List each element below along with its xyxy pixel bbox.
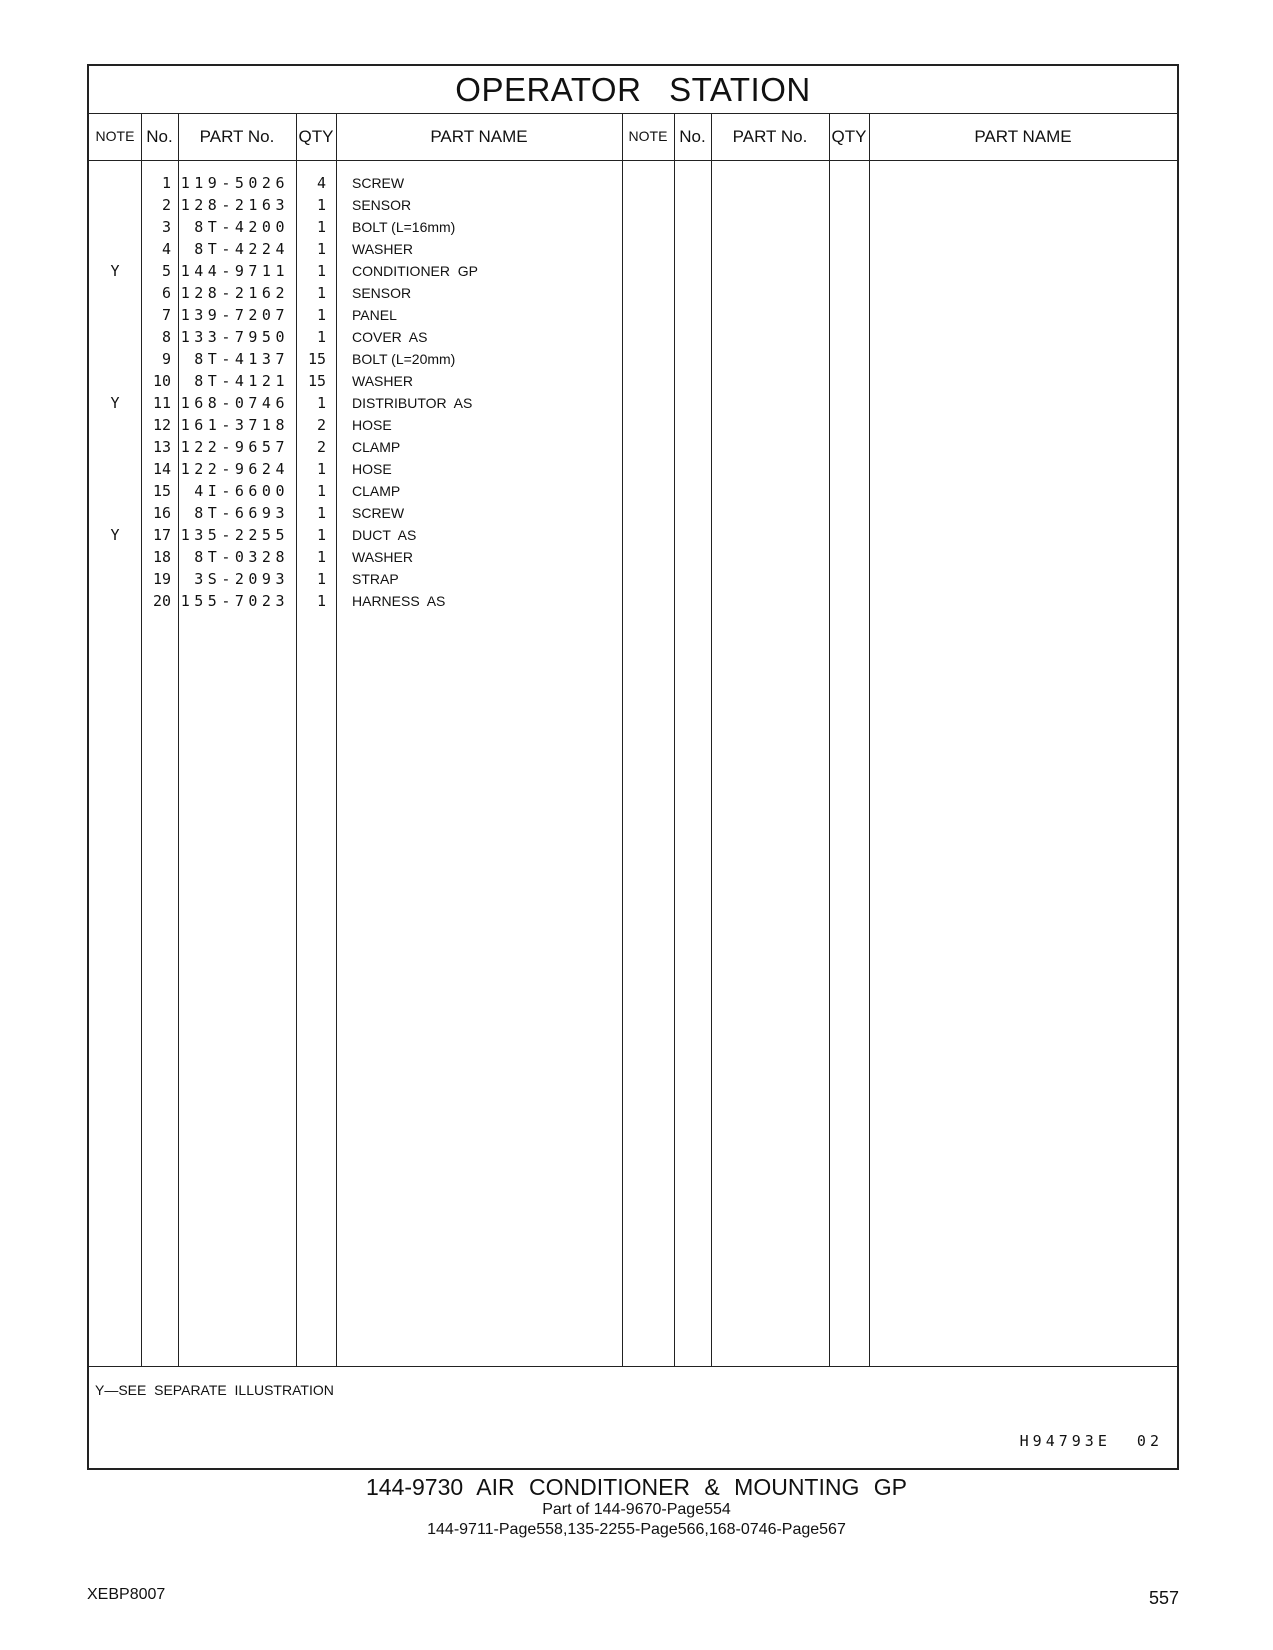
page-references: 144-9711-Page558,135-2255-Page566,168-0746-Page567	[427, 1521, 846, 1538]
part-number-cell: 8T-4121	[194, 372, 289, 390]
item-number-cell: 13	[152, 438, 171, 456]
note-cell	[89, 458, 141, 481]
table-row	[89, 436, 649, 459]
table-row	[89, 392, 649, 415]
part-name-cell: WASHER	[352, 549, 413, 565]
header-qty-right: QTY	[831, 127, 867, 146]
quantity-cell: 1	[316, 196, 326, 214]
parts-table-body	[89, 162, 1177, 1366]
part-name-cell: STRAP	[352, 571, 399, 587]
quantity-cell: 1	[316, 504, 326, 522]
parts-list-sheet	[87, 64, 1179, 1470]
item-number-cell: 19	[152, 570, 171, 588]
table-row	[89, 348, 649, 371]
item-number-cell: 14	[152, 460, 171, 478]
part-number-cell: 168-0746	[180, 394, 289, 412]
item-number-cell: 1	[161, 174, 171, 192]
header-qty-left: QTY	[298, 127, 334, 146]
part-name-cell: PANEL	[352, 307, 397, 323]
table-row	[89, 502, 649, 525]
part-name-cell: SCREW	[352, 175, 405, 191]
drawing-code: H94793E 02	[1019, 1432, 1163, 1450]
table-row	[89, 546, 649, 569]
table-row	[89, 326, 649, 349]
part-number-cell: 139-7207	[180, 306, 289, 324]
table-row	[89, 568, 649, 591]
table-row	[89, 590, 649, 613]
item-number-cell: 7	[161, 306, 171, 324]
part-number-cell: 8T-4224	[194, 240, 289, 258]
table-row	[89, 370, 649, 393]
legend-note: Y—SEE SEPARATE ILLUSTRATION	[95, 1382, 334, 1398]
quantity-cell: 1	[316, 394, 326, 412]
quantity-cell: 15	[307, 372, 326, 390]
header-part-no-left: PART No.	[199, 127, 275, 146]
part-name-cell: BOLT (L=20mm)	[352, 351, 456, 367]
part-name-cell: BOLT (L=16mm)	[352, 219, 456, 235]
quantity-cell: 2	[316, 438, 326, 456]
sheet-title: OPERATOR STATION	[89, 66, 1177, 114]
table-row	[89, 458, 649, 481]
note-cell	[89, 194, 141, 217]
group-title: 144-9730 AIR CONDITIONER & MOUNTING GP	[365, 1474, 907, 1500]
quantity-cell: 1	[316, 262, 326, 280]
note-cell	[89, 546, 141, 569]
part-number-cell: 122-9657	[180, 438, 289, 456]
table-row	[89, 216, 649, 239]
table-row	[89, 260, 649, 283]
quantity-cell: 1	[316, 482, 326, 500]
part-name-cell: DUCT AS	[352, 527, 417, 543]
part-name-cell: CONDITIONER GP	[352, 263, 479, 279]
part-number-cell: 3S-2093	[194, 570, 289, 588]
header-note-right: NOTE	[628, 128, 668, 144]
quantity-cell: 1	[316, 570, 326, 588]
note-cell	[89, 282, 141, 305]
item-number-cell: 10	[152, 372, 171, 390]
item-number-cell: 12	[152, 416, 171, 434]
note-cell	[89, 172, 141, 195]
table-row	[89, 304, 649, 327]
header-part-name-left: PART NAME	[430, 127, 528, 146]
note-cell	[89, 502, 141, 525]
part-number-cell: 8T-4137	[194, 350, 289, 368]
note-cell	[89, 238, 141, 261]
header-part-name-right: PART NAME	[974, 127, 1072, 146]
part-number-cell: 133-7950	[180, 328, 289, 346]
note-cell	[89, 304, 141, 327]
note-cell	[89, 436, 141, 459]
part-number-cell: 119-5026	[180, 174, 289, 192]
table-row	[89, 238, 649, 261]
part-name-cell: COVER AS	[352, 329, 428, 345]
quantity-cell: 1	[316, 218, 326, 236]
note-cell	[89, 370, 141, 393]
item-number-cell: 20	[152, 592, 171, 610]
quantity-cell: 1	[316, 240, 326, 258]
note-cell	[89, 414, 141, 437]
table-row	[89, 282, 649, 305]
item-number-cell: 15	[152, 482, 171, 500]
note-cell	[89, 590, 141, 613]
part-name-cell: WASHER	[352, 373, 413, 389]
quantity-cell: 4	[316, 174, 326, 192]
item-number-cell: 17	[152, 526, 171, 544]
header-part-no-right: PART No.	[732, 127, 808, 146]
item-number-cell: 8	[161, 328, 171, 346]
part-number-cell: 8T-0328	[194, 548, 289, 566]
table-row	[89, 524, 649, 547]
note-cell	[89, 216, 141, 239]
part-name-cell: HOSE	[352, 417, 392, 433]
item-number-cell: 16	[152, 504, 171, 522]
quantity-cell: 1	[316, 306, 326, 324]
note-cell: Y	[110, 262, 120, 280]
part-name-cell: HARNESS AS	[352, 593, 446, 609]
part-name-cell: SENSOR	[352, 285, 412, 301]
document-id: XEBP8007	[87, 1586, 166, 1603]
table-row	[89, 414, 649, 437]
item-number-cell: 11	[152, 394, 171, 412]
part-name-cell: SENSOR	[352, 197, 412, 213]
quantity-cell: 1	[316, 460, 326, 478]
note-cell: Y	[110, 526, 120, 544]
part-number-cell: 135-2255	[180, 526, 289, 544]
part-name-cell: SCREW	[352, 505, 405, 521]
note-cell: Y	[110, 394, 120, 412]
note-cell	[89, 326, 141, 349]
page-number: 557	[1148, 1588, 1179, 1608]
item-number-cell: 2	[161, 196, 171, 214]
quantity-cell: 15	[307, 350, 326, 368]
part-number-cell: 144-9711	[180, 262, 289, 280]
note-cell	[89, 568, 141, 591]
part-name-cell: CLAMP	[352, 483, 401, 499]
part-number-cell: 122-9624	[180, 460, 289, 478]
header-no-right: No.	[679, 127, 706, 146]
part-number-cell: 128-2163	[180, 196, 289, 214]
table-header	[89, 113, 1177, 161]
part-name-cell: CLAMP	[352, 439, 401, 455]
item-number-cell: 5	[161, 262, 171, 280]
table-row	[89, 480, 649, 503]
note-cell	[89, 348, 141, 371]
quantity-cell: 1	[316, 592, 326, 610]
item-number-cell: 3	[161, 218, 171, 236]
part-number-cell: 155-7023	[180, 592, 289, 610]
quantity-cell: 1	[316, 328, 326, 346]
quantity-cell: 1	[316, 526, 326, 544]
part-name-cell: WASHER	[352, 241, 413, 257]
header-no-left: No.	[146, 127, 173, 146]
item-number-cell: 9	[161, 350, 171, 368]
item-number-cell: 18	[152, 548, 171, 566]
note-cell	[89, 480, 141, 503]
part-of-reference: Part of 144-9670-Page554	[542, 1501, 731, 1518]
item-number-cell: 6	[161, 284, 171, 302]
part-name-cell: DISTRIBUTOR AS	[352, 395, 473, 411]
quantity-cell: 1	[316, 284, 326, 302]
part-number-cell: 8T-6693	[194, 504, 289, 522]
footer-divider	[89, 1366, 1177, 1367]
quantity-cell: 1	[316, 548, 326, 566]
quantity-cell: 2	[316, 416, 326, 434]
part-number-cell: 161-3718	[180, 416, 289, 434]
part-number-cell: 4I-6600	[194, 482, 289, 500]
table-row	[89, 194, 649, 217]
part-number-cell: 128-2162	[180, 284, 289, 302]
table-row	[89, 172, 649, 195]
header-note-left: NOTE	[95, 128, 135, 144]
part-name-cell: HOSE	[352, 461, 392, 477]
item-number-cell: 4	[161, 240, 171, 258]
part-number-cell: 8T-4200	[194, 218, 289, 236]
